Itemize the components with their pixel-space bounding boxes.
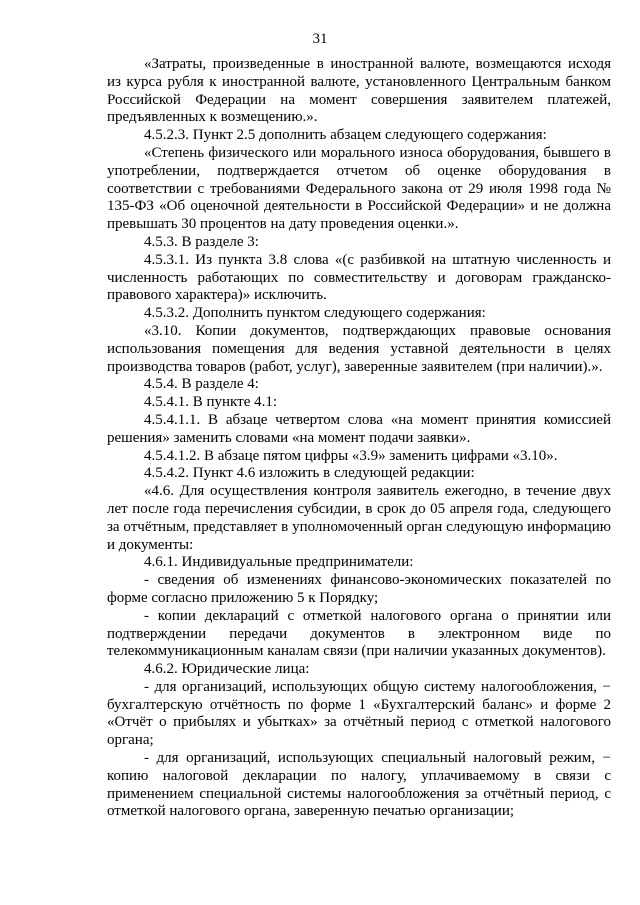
paragraph: - копии деклараций с отметкой налогового органа о принятии или подтверждении передачи документов в электронном виде по телекоммуникационным каналам связи (при наличии указанных документов).: [107, 607, 611, 660]
paragraph: 4.5.4. В разделе 4:: [144, 376, 259, 393]
paragraph: 4.6.2. Юридические лица:: [144, 661, 310, 678]
paragraph: 4.5.3. В разделе 3:: [144, 233, 259, 250]
paragraph: - для организаций, использующих специальный налоговый режим, − копию налоговой декларации по налогу, уплачиваемому в связи с применением специальной системы налогообложения за отчётный период, с отметкой налогового органа, заверенную печатью организации;: [107, 750, 611, 820]
paragraph: 4.5.2.3. Пункт 2.5 дополнить абзацем следующего содержания:: [144, 127, 547, 144]
paragraph: - сведения об изменениях финансово-экономических показателей по форме согласно приложению 5 к Порядку;: [107, 572, 611, 606]
paragraph: «4.6. Для осуществления контроля заявитель ежегодно, в течение двух лет после года перечисления субсидии, в срок до 05 апреля года, следующего за отчётным, представляет в уполномоченный орган следующую информацию и документы:: [107, 483, 611, 553]
paragraph: 4.5.4.1.1. В абзаце четвертом слова «на момент принятия комиссией решения» заменить словами «на момент подачи заявки».: [107, 411, 611, 446]
paragraph: «Затраты, произведенные в иностранной валюте, возмещаются исходя из курса рубля к иностранной валюте, установленного Центральным банком Российской Федерации на момент совершения заявителем платежей, предъявленных к возмещению.».: [107, 56, 611, 126]
paragraph: 4.5.4.2. Пункт 4.6 изложить в следующей редакции:: [144, 465, 475, 482]
paragraph: «3.10. Копии документов, подтверждающих правовые основания использования помещения для ведения уставной деятельности в целях производства товаров (работ, услуг), заверенные заявителем (при наличии).».: [107, 322, 611, 375]
paragraph: 4.5.4.1.2. В абзаце пятом цифры «3.9» заменить цифрами «3.10».: [144, 447, 558, 464]
paragraph: 4.5.4.1. В пункте 4.1:: [144, 394, 278, 411]
page-number: 31: [312, 31, 328, 47]
paragraph: «Степень физического или морального износа оборудования, бывшего в употреблении, подтверждается отчетом об оценке оборудования в соответствии с требованиями Федерального закона от 29 июля 1998 года № 135-ФЗ «Об оценочной деятельности в Российской Федерации» и не должна превышать 30 процентов на дату проведения оценки.».: [107, 144, 611, 233]
paragraph: 4.5.3.1. Из пункта 3.8 слова «(с разбивкой на штатную численность и численность работающих по совместительству и договорам гражданско-правового характера)» исключить.: [107, 251, 611, 304]
document-body: [107, 56, 611, 821]
paragraph: 4.6.1. Индивидуальные предприниматели:: [144, 554, 414, 571]
paragraph: 4.5.3.2. Дополнить пунктом следующего содержания:: [144, 305, 486, 322]
paragraph: - для организаций, использующих общую систему налогообложения, − бухгалтерскую отчётность по форме 1 «Бухгалтерский баланс» и форме 2 «Отчёт о прибылях и убытках» за отчётный период с отметкой налогового органа;: [107, 678, 611, 749]
